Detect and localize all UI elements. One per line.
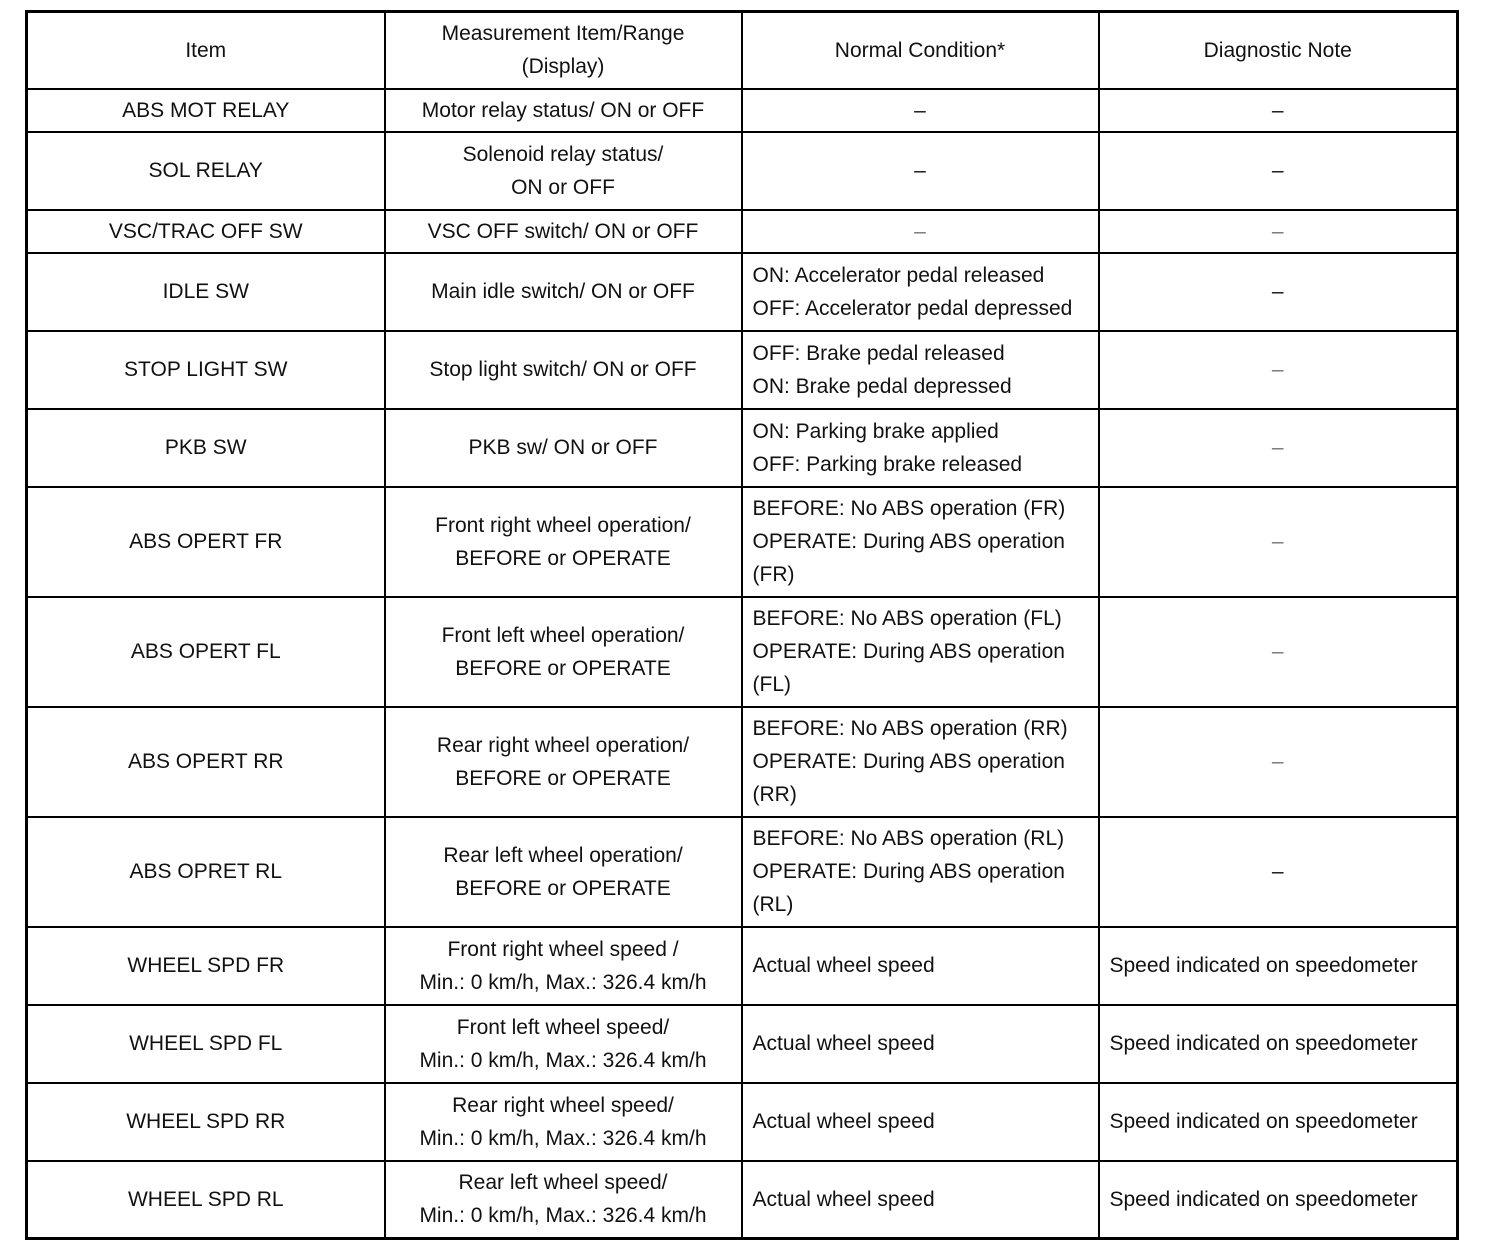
note-text: – (1271, 750, 1284, 773)
table-row (27, 1005, 1458, 1083)
item-text: WHEEL SPD FR (127, 954, 285, 977)
item-text: ABS OPRET RL (129, 860, 282, 883)
item-cell (27, 487, 385, 597)
note-text: – (1271, 640, 1284, 663)
normal-text: (RL) (752, 893, 794, 916)
measurement-cell (385, 487, 742, 597)
table-row (27, 1083, 1458, 1161)
note-text: Speed indicated on speedometer (1109, 1187, 1418, 1211)
normal-condition-cell (742, 89, 1099, 132)
diagnostic-note-cell (1099, 817, 1458, 927)
normal-condition-cell (742, 927, 1099, 1005)
measurement-text: Rear right wheel speed/ (452, 1093, 674, 1117)
note-text: – (1271, 436, 1284, 459)
normal-text: – (914, 219, 926, 243)
normal-text: Actual wheel speed (752, 1110, 935, 1133)
normal-text: (FL) (752, 673, 791, 696)
item-text: ABS MOT RELAY (122, 98, 290, 122)
header-normal-condition (742, 12, 1099, 89)
measurement-text: Min.: 0 km/h, Max.: 326.4 km/h (419, 1048, 707, 1072)
measurement-text: Motor relay status/ ON or OFF (421, 98, 705, 122)
table-row (27, 597, 1458, 707)
normal-condition-cell (742, 409, 1099, 487)
table-row (27, 89, 1458, 132)
measurement-text: BEFORE or OPERATE (455, 656, 671, 680)
normal-text: Actual wheel speed (752, 954, 935, 977)
normal-condition-cell (742, 210, 1099, 253)
note-text: Speed indicated on speedometer (1109, 1032, 1418, 1055)
normal-text: ON: Accelerator pedal released (752, 263, 1045, 287)
measurement-text: Stop light switch/ ON or OFF (429, 358, 697, 381)
item-cell (27, 707, 385, 817)
measurement-cell (385, 253, 742, 331)
item-cell (27, 927, 385, 1005)
item-text: WHEEL SPD RR (126, 1110, 286, 1133)
normal-text: ON: Brake pedal depressed (752, 374, 1012, 398)
header-measurement (385, 12, 742, 89)
table-row (27, 132, 1458, 210)
normal-text: BEFORE: No ABS operation (FR) (752, 497, 1066, 520)
diagnostic-note-cell (1099, 487, 1458, 597)
note-text: – (1271, 860, 1284, 883)
normal-text: ON: Parking brake applied (752, 419, 999, 443)
normal-condition-cell (742, 707, 1099, 817)
normal-text: Actual wheel speed (752, 1187, 935, 1211)
item-text: PKB SW (164, 436, 247, 459)
measurement-cell (385, 707, 742, 817)
measurement-text: Rear left wheel operation/ (443, 843, 683, 867)
normal-text: – (914, 159, 926, 182)
measurement-text: Min.: 0 km/h, Max.: 326.4 km/h (419, 970, 707, 994)
header-normal-condition-label: Normal Condition* (834, 38, 1006, 62)
item-cell (27, 331, 385, 409)
diagnostic-note-cell (1099, 409, 1458, 487)
measurement-cell (385, 132, 742, 210)
table-row (27, 707, 1458, 817)
normal-condition-cell (742, 1161, 1099, 1239)
normal-condition-cell (742, 1083, 1099, 1161)
diagnostic-note-cell (1099, 331, 1458, 409)
normal-text: BEFORE: No ABS operation (RL) (752, 827, 1065, 850)
note-text: – (1271, 280, 1284, 303)
header-diagnostic-note (1099, 12, 1458, 89)
measurement-text: Rear right wheel operation/ (436, 733, 690, 757)
table-row (27, 1161, 1458, 1239)
item-cell (27, 597, 385, 707)
header-row (27, 12, 1458, 89)
normal-text: OPERATE: During ABS operation (752, 640, 1065, 663)
normal-condition-cell (742, 597, 1099, 707)
normal-condition-cell (742, 331, 1099, 409)
diagnostic-note-cell (1099, 707, 1458, 817)
table-row (27, 927, 1458, 1005)
item-text: STOP LIGHT SW (124, 358, 288, 381)
normal-text: OPERATE: During ABS operation (752, 530, 1065, 553)
normal-text: OPERATE: During ABS operation (752, 860, 1065, 883)
item-cell (27, 132, 385, 210)
item-text: WHEEL SPD RL (127, 1187, 284, 1211)
note-text: Speed indicated on speedometer (1109, 954, 1418, 977)
header-item (27, 12, 385, 89)
table-row (27, 409, 1458, 487)
header-diagnostic-note-label: Diagnostic Note (1203, 38, 1352, 62)
measurement-text: BEFORE or OPERATE (455, 876, 671, 900)
measurement-cell (385, 89, 742, 132)
measurement-text: Front left wheel operation/ (441, 623, 685, 647)
item-text: IDLE SW (162, 280, 249, 303)
item-cell (27, 253, 385, 331)
normal-text: (RR) (752, 783, 797, 806)
measurement-cell (385, 409, 742, 487)
normal-condition-cell (742, 253, 1099, 331)
normal-text: – (914, 98, 926, 122)
item-cell (27, 1005, 385, 1083)
measurement-text: Solenoid relay status/ (462, 142, 664, 166)
measurement-cell (385, 927, 742, 1005)
normal-text: OFF: Parking brake released (752, 452, 1023, 476)
item-cell (27, 817, 385, 927)
item-cell (27, 1161, 385, 1239)
measurement-text: PKB sw/ ON or OFF (468, 436, 658, 459)
item-text: WHEEL SPD FL (129, 1032, 283, 1055)
table-row (27, 817, 1458, 927)
measurement-text: Min.: 0 km/h, Max.: 326.4 km/h (419, 1126, 707, 1150)
table-row (27, 331, 1458, 409)
item-cell (27, 1083, 385, 1161)
measurement-text: Front left wheel speed/ (456, 1015, 670, 1039)
data-list-table (25, 10, 1459, 1240)
header-measurement-sublabel: (Display) (521, 55, 605, 79)
measurement-text: BEFORE or OPERATE (455, 766, 671, 790)
measurement-text: Rear left wheel speed/ (458, 1171, 668, 1195)
normal-text: (FR) (752, 563, 795, 586)
item-cell (27, 210, 385, 253)
note-text: – (1271, 358, 1284, 381)
measurement-cell (385, 597, 742, 707)
normal-condition-cell (742, 132, 1099, 210)
note-text: Speed indicated on speedometer (1109, 1110, 1418, 1133)
diagnostic-note-cell (1099, 253, 1458, 331)
normal-text: Actual wheel speed (752, 1032, 935, 1055)
measurement-cell (385, 331, 742, 409)
measurement-cell (385, 1005, 742, 1083)
normal-text: BEFORE: No ABS operation (FL) (752, 607, 1062, 630)
diagnostic-note-cell (1099, 927, 1458, 1005)
table-row (27, 487, 1458, 597)
normal-text: OFF: Accelerator pedal depressed (752, 296, 1073, 320)
measurement-text: Front right wheel operation/ (435, 513, 691, 537)
diagnostic-note-cell (1099, 210, 1458, 253)
item-text: ABS OPERT FR (129, 530, 283, 553)
item-text: SOL RELAY (148, 159, 263, 182)
measurement-cell (385, 210, 742, 253)
normal-condition-cell (742, 487, 1099, 597)
normal-condition-cell (742, 817, 1099, 927)
item-text: VSC/TRAC OFF SW (108, 219, 303, 243)
diagnostic-note-cell (1099, 597, 1458, 707)
item-cell (27, 409, 385, 487)
diagnostic-note-cell (1099, 1083, 1458, 1161)
header-item-label: Item (185, 38, 227, 62)
note-text: – (1271, 98, 1284, 122)
measurement-text: Min.: 0 km/h, Max.: 326.4 km/h (419, 1204, 707, 1228)
diagnostic-note-cell (1099, 1005, 1458, 1083)
item-text: ABS OPERT RR (127, 750, 284, 773)
note-text: – (1271, 159, 1284, 182)
measurement-text: Main idle switch/ ON or OFF (431, 280, 695, 303)
note-text: – (1271, 530, 1284, 553)
table-body (27, 89, 1458, 1239)
measurement-cell (385, 1161, 742, 1239)
normal-text: OFF: Brake pedal released (752, 341, 1005, 365)
measurement-cell (385, 1083, 742, 1161)
table-row (27, 253, 1458, 331)
measurement-text: BEFORE or OPERATE (455, 546, 671, 570)
item-cell (27, 89, 385, 132)
table-row (27, 210, 1458, 253)
item-text: ABS OPERT FL (130, 640, 281, 663)
measurement-text: Front right wheel speed / (447, 937, 679, 961)
header-measurement-label: Measurement Item/Range (441, 22, 685, 46)
measurement-text: VSC OFF switch/ ON or OFF (427, 219, 699, 243)
normal-text: OPERATE: During ABS operation (752, 750, 1065, 773)
diagnostic-note-cell (1099, 1161, 1458, 1239)
normal-text: BEFORE: No ABS operation (RR) (752, 717, 1068, 740)
note-text: – (1271, 219, 1284, 243)
normal-condition-cell (742, 1005, 1099, 1083)
diagnostic-note-cell (1099, 132, 1458, 210)
measurement-text: ON or OFF (511, 175, 615, 199)
measurement-cell (385, 817, 742, 927)
diagnostic-note-cell (1099, 89, 1458, 132)
